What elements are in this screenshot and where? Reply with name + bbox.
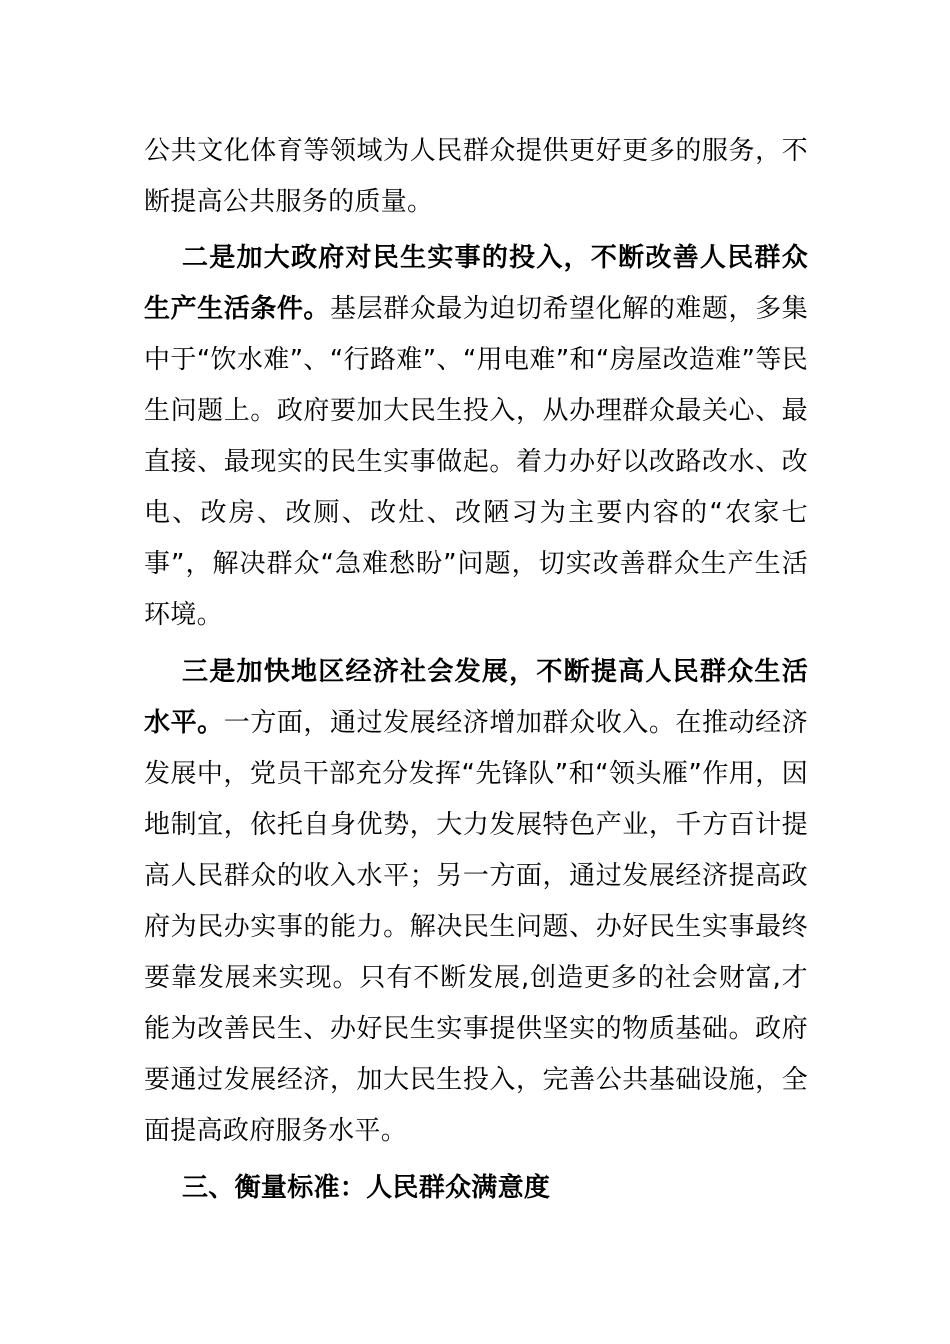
paragraph-text: 公共文化体育等领域为人民群众提供更好更多的服务，不断提高公共服务的质量。 — [144, 136, 808, 217]
paragraph-economic-development — [144, 647, 808, 1157]
paragraph-text: 基层群众最为迫切希望化解的难题，多集中于“饮水难”、“行路难”、“用电难”和“房屋改造难”等民生问题上。政府要加大民生投入，从办理群众最关心、最直接、最现实的民生实事做起。着力办好以改路改水、改电、改房、改厕、改灶、改陋习为主要内容的“农家七事”，解决群众“急难愁盼”问题，切实改善群众生产生活环境。 — [144, 294, 808, 630]
section-heading: 三、衡量标准：人民群众满意度 — [182, 1173, 551, 1203]
paragraph-text: 一方面，通过发展经济增加群众收入。在推动经济发展中，党员干部充分发挥“先锋队”和“领头雁”作用，因地制宜，依托自身优势，大力发展特色产业，千方百计提高人民群众的收入水平；另一方面，通过发展经济提高政府为民办实事的能力。解决民生问题、办好民生实事最终要靠发展来实现。只有不断发展,创造更多的社会财富,才能为改善民生、办好民生实事提供坚实的物质基础。政府要通过发展经济，加大民生投入，完善公共基础设施，全面提高政府服务水平。 — [144, 708, 808, 1146]
paragraph-lead-heading: 二是加大政府对民生实事的投入，不断改善人民群众生产生活条件。 — [144, 243, 808, 324]
document-page — [144, 126, 808, 1214]
paragraph-public-services — [144, 126, 808, 228]
paragraph-livelihood-investment — [144, 233, 808, 641]
paragraph-lead-heading: 三是加快地区经济社会发展，不断提高人民群众生活水平。 — [144, 657, 808, 738]
